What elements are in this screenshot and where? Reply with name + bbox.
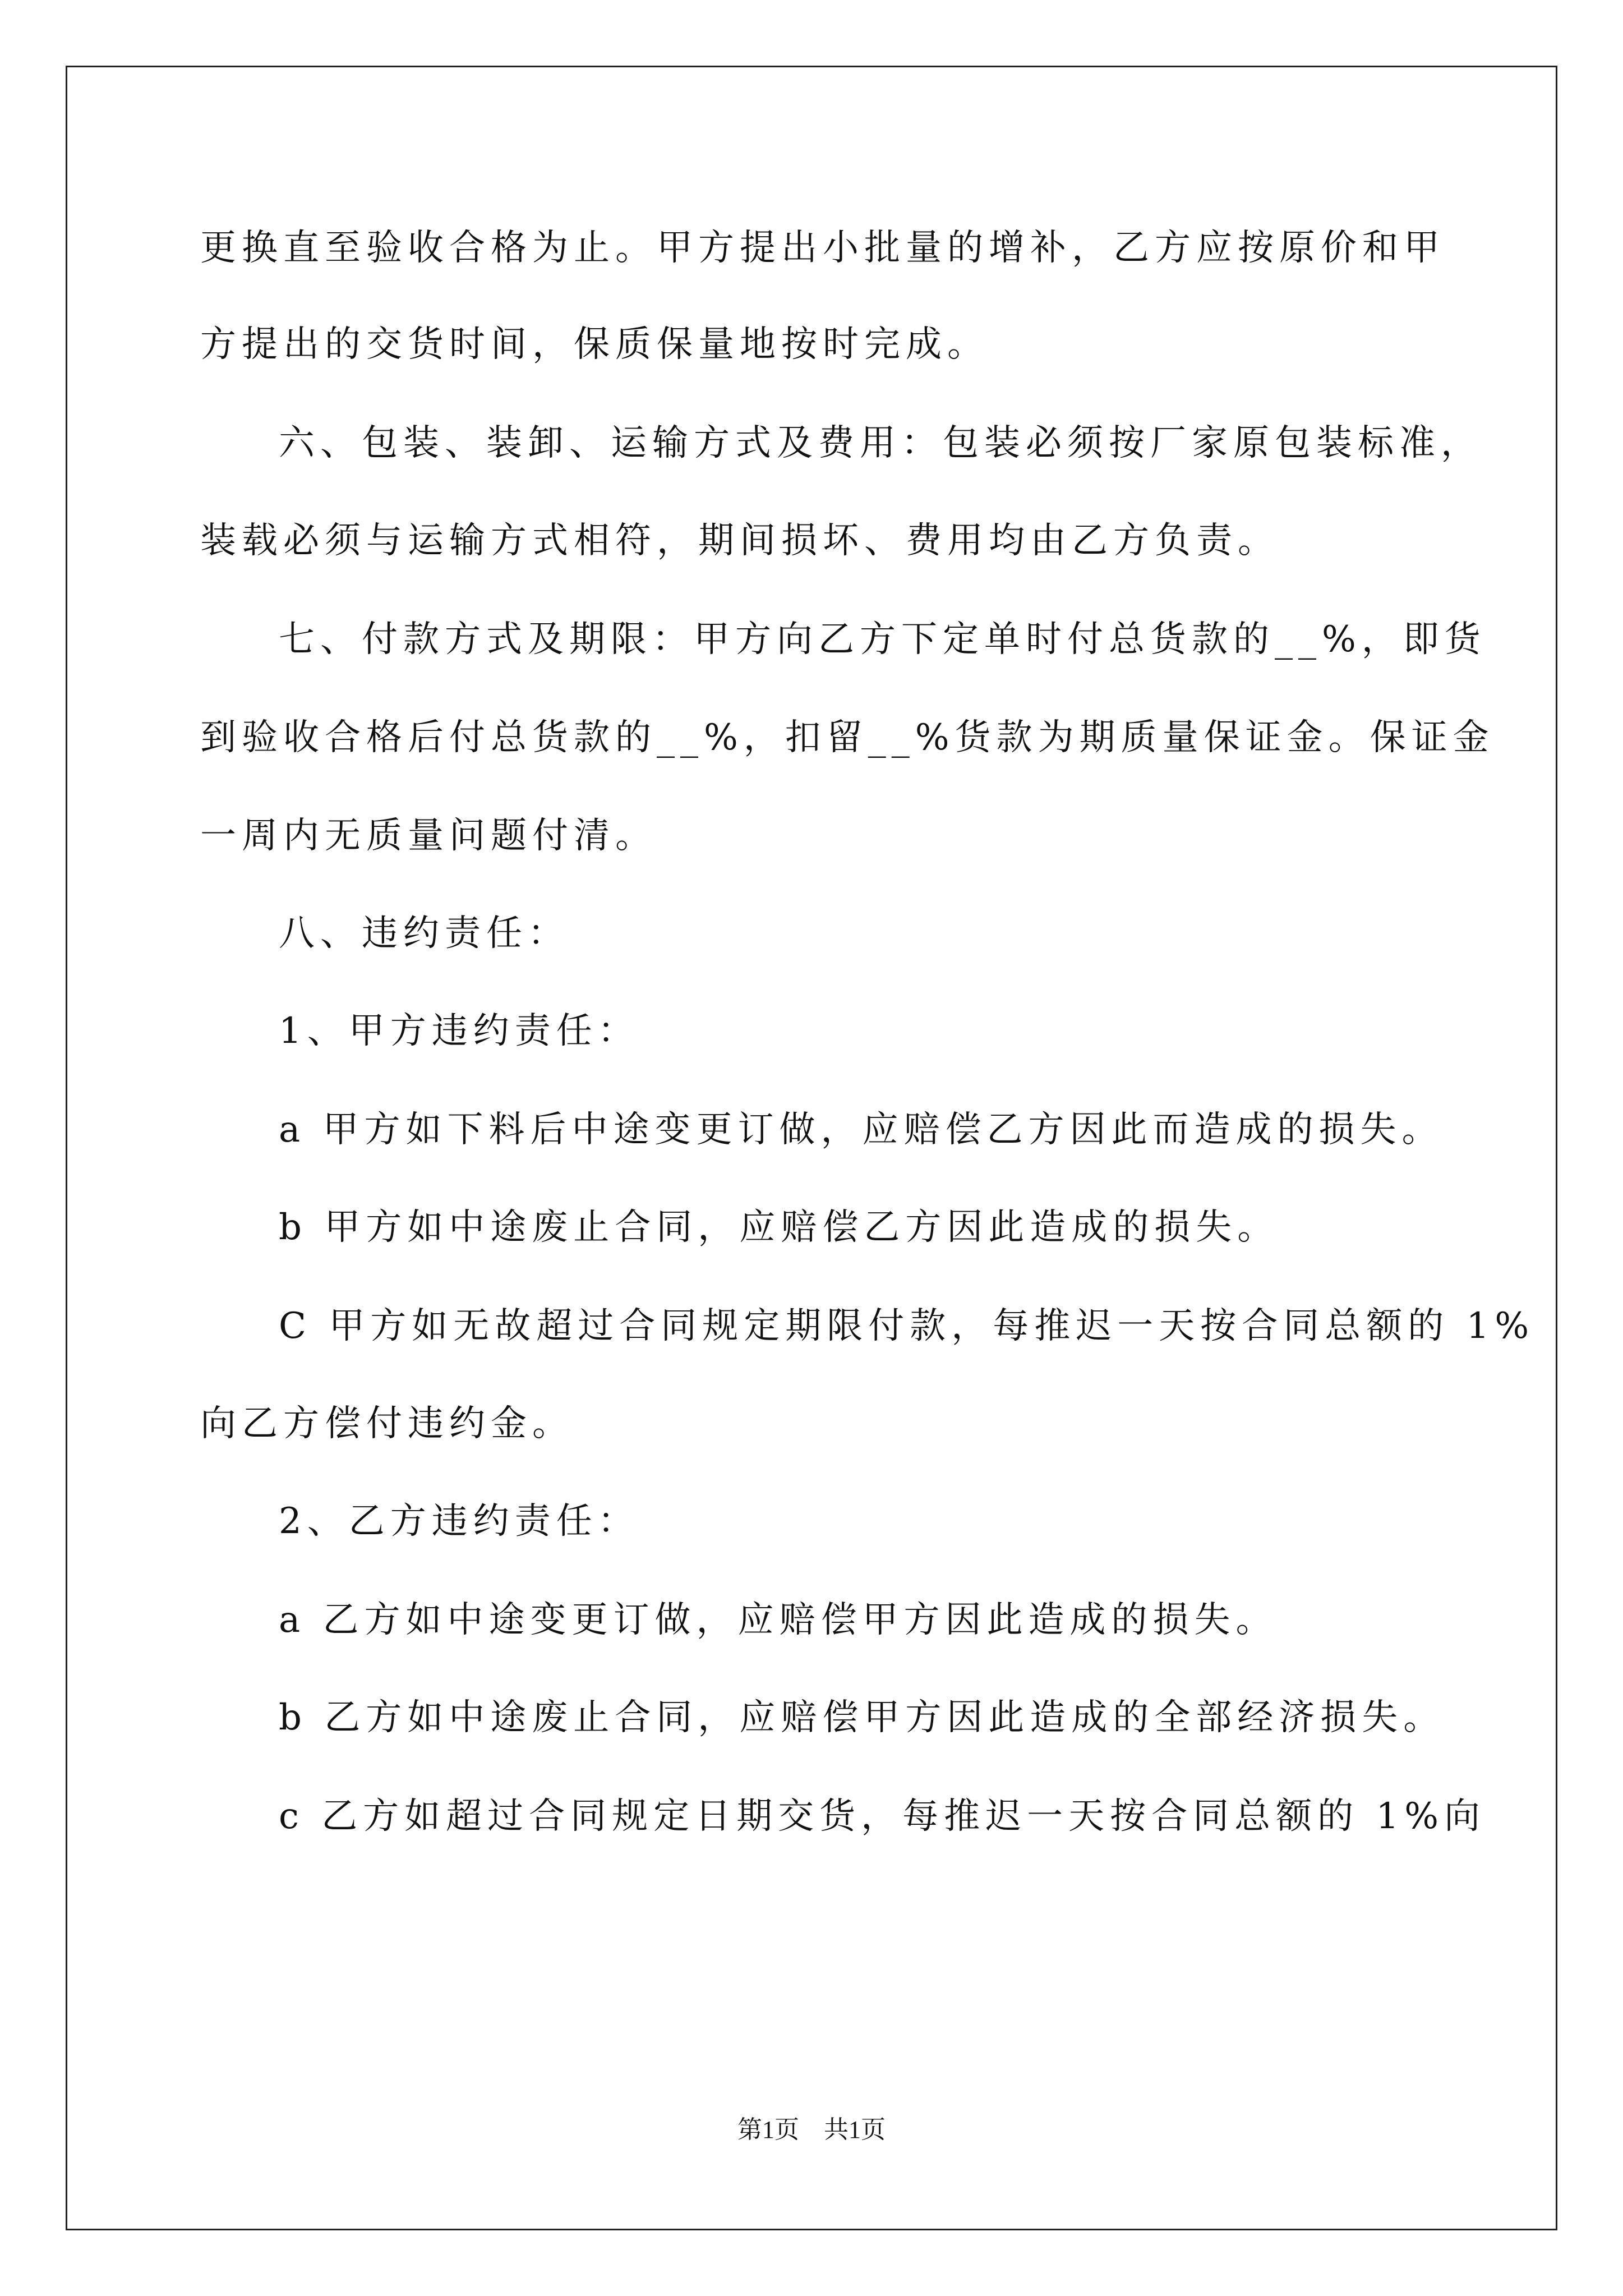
text-line-13: 向乙方偿付违约金。 (200, 1403, 574, 1444)
text-line-3: 六、包装、装卸、运输方式及费用：包装必须按厂家原包装标准， (279, 422, 1482, 464)
text-line-9: 1、甲方违约责任： (279, 1010, 639, 1052)
text-line-17: c 乙方如超过合同规定日期交货，每推迟一天按合同总额的 1%向 (279, 1796, 1486, 1837)
text-line-2: 方提出的交货时间，保质保量地按时完成。 (200, 324, 989, 365)
text-line-15: a 乙方如中途变更订做，应赔偿甲方因此造成的损失。 (279, 1599, 1278, 1641)
text-line-11: b 甲方如中途废止合同，应赔偿乙方因此造成的损失。 (279, 1207, 1279, 1248)
text-line-10: a 甲方如下料后中途变更订做，应赔偿乙方因此而造成的损失。 (279, 1109, 1444, 1151)
text-line-6: 到验收合格后付总货款的__%，扣留__%货款为期质量保证金。保证金 (200, 717, 1495, 758)
text-line-14: 2、乙方违约责任： (279, 1501, 639, 1542)
text-line-16: b 乙方如中途废止合同，应赔偿甲方因此造成的全部经济损失。 (279, 1697, 1445, 1738)
page-number-footer: 第1页 共1页 (737, 2116, 886, 2143)
text-line-5: 七、付款方式及期限：甲方向乙方下定单时付总货款的__%，即货 (279, 619, 1486, 660)
text-line-7: 一周内无质量问题付清。 (200, 815, 657, 857)
text-line-4: 装载必须与运输方式相符，期间损坏、费用均由乙方负责。 (200, 520, 1279, 562)
text-line-8: 八、违约责任： (279, 913, 569, 954)
text-line-12: C 甲方如无故超过合同规定期限付款，每推迟一天按合同总额的 1% (279, 1305, 1535, 1347)
text-line-1: 更换直至验收合格为止。甲方提出小批量的增补，乙方应按原价和甲 (200, 227, 1445, 269)
